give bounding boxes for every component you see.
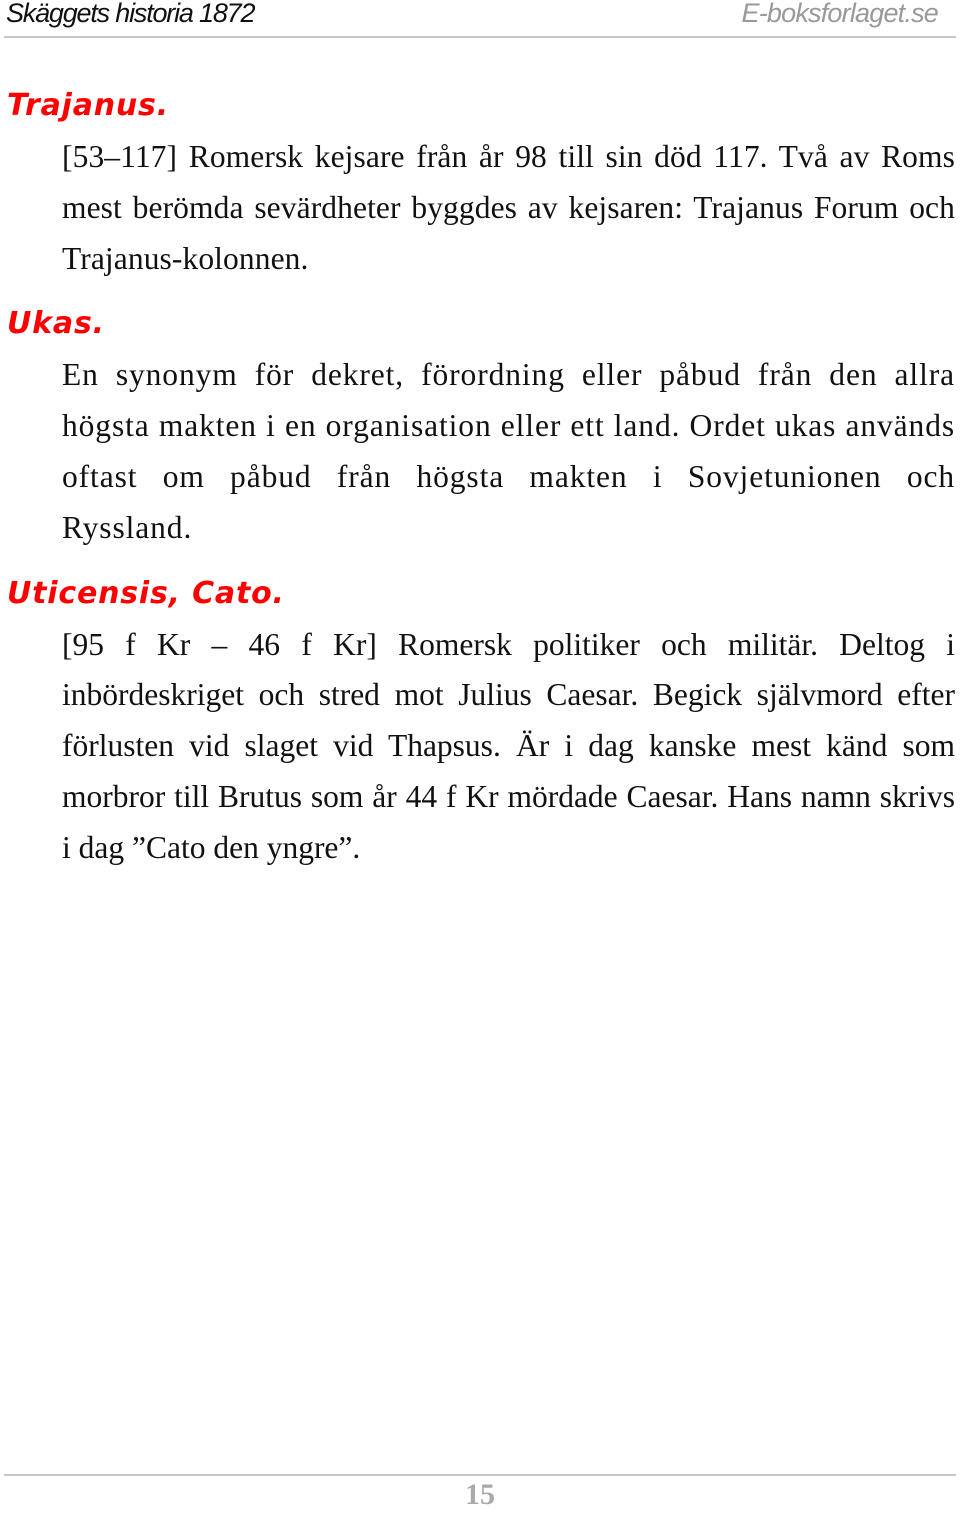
book-title: Skäggets historia 1872 <box>6 0 255 28</box>
publisher-name: E-boksforlaget.se <box>741 0 938 28</box>
page-footer <box>4 1474 956 1514</box>
entry-body: En synonym för dekret, förordning eller påbud från den allra högsta makten i en organisation eller ett land. Ordet ukas används oftast om påbud från högsta makten i Sovjetunionen och Ryssland. <box>62 357 955 545</box>
entry-title: Uticensis, Cato. <box>7 575 285 611</box>
glossary-content <box>0 80 960 888</box>
entry-title: Trajanus. <box>7 88 169 123</box>
entry-body: [95 f Kr – 46 f Kr] Romersk politiker och militär. Deltog i inbördeskriget och stred mot Julius Caesar. Begick självmord efter förlusten vid slaget vid Thapsus. Är i dag kanske mest känd som morbror till Brutus som år 44 f Kr mördade Caesar. Hans namn skrivs i dag ”Cato den yngre”. <box>62 626 955 865</box>
page-header <box>4 0 956 38</box>
page-number: 15 <box>465 1478 495 1511</box>
glossary-entry-trajanus <box>0 80 960 284</box>
glossary-entry-ukas <box>0 298 960 553</box>
entry-title: Ukas. <box>7 306 105 342</box>
glossary-entry-uticensis-cato <box>0 568 960 874</box>
entry-body: [53–117] Romersk kejsare från år 98 till sin död 117. Två av Roms mest berömda sevärdheter byggdes av kejsaren: Trajanus Forum och Trajanus-kolonnen. <box>62 139 955 276</box>
